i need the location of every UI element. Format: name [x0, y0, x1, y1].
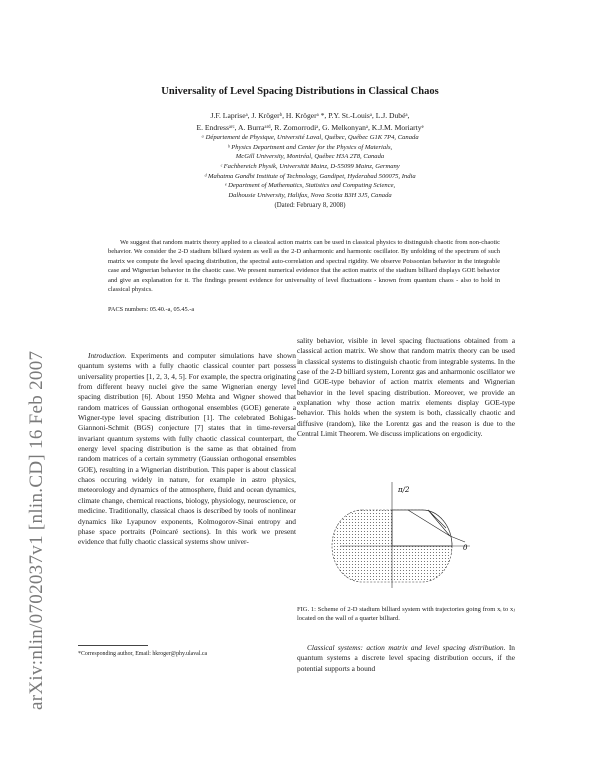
dated-line: (Dated: February 8, 2008): [274, 202, 346, 210]
figure-caption: FIG. 1: Scheme of 2-D stadium billiard system with trajectories going from xᵢ to xⱼ located on the wall of a quarter billiard.: [297, 606, 515, 623]
figure-stadium-billiard: [300, 470, 512, 590]
affiliation-7: Dalhousie University, Halifax, Nova Scotia B3H 3J5, Canada: [228, 191, 392, 199]
intro-paragraph: [78, 351, 296, 548]
classical-systems-section: [297, 643, 515, 674]
pacs-numbers: PACS numbers: 05.40.-a, 05.45.-a: [108, 306, 195, 313]
stadium-diagram: [300, 470, 512, 590]
right-column-text: sality behavior, visible in level spacing fluctuations obtained from a classical action matrix. We show that random matrix theory can be used in classical systems to distinguish chaotic from integrable systems. In the case of the 2-D billiard system, Lorentz gas and anharmonic oscillator we find GOE-type behavior of action matrix elements and Wignerian behavior in the level spacing distribution. Moreover, we provide an explanation why those action matrix elements display GOE-type behavior. This holds when the system is both, classically chaotic and diffusive (random), like the Lorentz gas and the reason is due to the Central Limit Theorem. We discuss implications on ergodicity.: [297, 336, 515, 439]
author-line-1: J.F. Lapriseᵃ, J. Krögerᵇ, H. Krögerᵃ *, P.Y. St.-Louisᵃ, L.J. Dubéᵃ,: [210, 111, 410, 120]
abstract: We suggest that random matrix theory applied to a classical action matrix can be used in classical physics to distinguish chaotic from non-chaotic behavior. We consider the 2-D stadium billiard system as well as the 2-D anharmonic and harmonic oscillator. By unfolding of the spectrum of such matrix we compute the level spacing distribution, the spectral auto-correlation and spectral rigidity. We observe Poissonian behavior in the integrable case and Wignerian behavior in the chaotic case. We present numerical evidence that the action matrix of the stadium billiard displays GOE behavior and give an explanation for it. The findings present evidence for universality of level fluctuations - known from quantum chaos - also to hold in classical physics.: [108, 239, 500, 294]
affiliation-4: ᶜ Fachbereich Physik, Universität Mainz, D-55099 Mainz, Germany: [220, 162, 400, 170]
classical-heading: Classical systems: action matrix and level spacing distribution.: [307, 643, 506, 652]
arxiv-stamp: [22, 130, 62, 710]
arxiv-id: arXiv:nlin/0702037v1 [nlin.CD] 16 Feb 2007: [26, 350, 47, 710]
label-pi-half: π/2: [398, 486, 410, 494]
affiliation-3: McGill University, Montréal, Québec H3A 2T8, Canada: [235, 153, 385, 161]
footnote-rule: [78, 645, 148, 646]
classical-paragraph: [297, 643, 515, 674]
classical-text: In quantum systems a discrete level spacing distribution occurs, if the potential supports a bound: [297, 643, 516, 673]
author-line-2: E. Endressᵃʳᶜ, A. Burraᵃʳᵈ, R. Zomorrodiᵃ, G. Melkonyanᵃ, K.J.M. Moriartyᵉ: [196, 122, 424, 132]
left-column: [78, 351, 296, 548]
label-zero: 0: [463, 544, 468, 552]
paper-title: Universality of Level Spacing Distributions in Classical Chaos: [161, 86, 439, 97]
right-column: [297, 336, 515, 439]
author-block: [90, 110, 530, 211]
footnote: *Corresponding author, Email: hkroger@phy.ulaval.ca: [78, 651, 208, 657]
affiliation-6: ᵉ Department of Mathematics, Statistics and Computing Science,: [224, 182, 396, 190]
intro-heading: Introduction.: [88, 351, 127, 360]
affiliation-2: ᵇ Physics Department and Center for the Physics of Materials,: [227, 143, 393, 151]
affiliation-1: ᵃ Département de Physique, Université Laval, Québec, Québec G1K 7P4, Canada: [201, 134, 419, 142]
intro-text: Experiments and computer simulations have shown quantum systems with a fully chaotic classical counter part possess universality properties [1, 2, 3, 4, 5]. For example, the spectra originating from different heavy nuclei give the same Wignerian energy level spacing distribution [6]. About 1950 Mehta and Wigner showed that random matrices of Gaussian orthogonal ensembles (GOE) generate a Wigner-type level spacing distribution [1]. The celebrated Bohigas-Giannoni-Schmit (BGS) conjecture [7] states that in time-reversal invariant quantum systems with fully chaotic classical counterpart, the energy level spacing distribution is the same as that obtained from random matrices of a certain symmetry (Gaussian orthogonal ensembles GOE), resulting in a Wignerian distribution. This paper is about classical chaos occuring widely in nature, for example in astro physics, meteorology and dynamics of the atmosphere, fluid and ocean dynamics, climate change, chemical reactions, biology, physiology, neuroscience, or medicine. Traditionally, classical chaos is described by tools of nonlinear dynamics like Lyapunov exponents, Kolmogorov-Sinai entropy and phase space portraits (Poincaré sections). In this work we present evidence that fully chaotic classical systems show univer-: [78, 351, 296, 547]
angle-arrow: [450, 536, 465, 542]
affiliation-5: ᵈ Mahatma Gandhi Institute of Technology, Gandipet, Hyderabad 500075, India: [204, 172, 416, 180]
